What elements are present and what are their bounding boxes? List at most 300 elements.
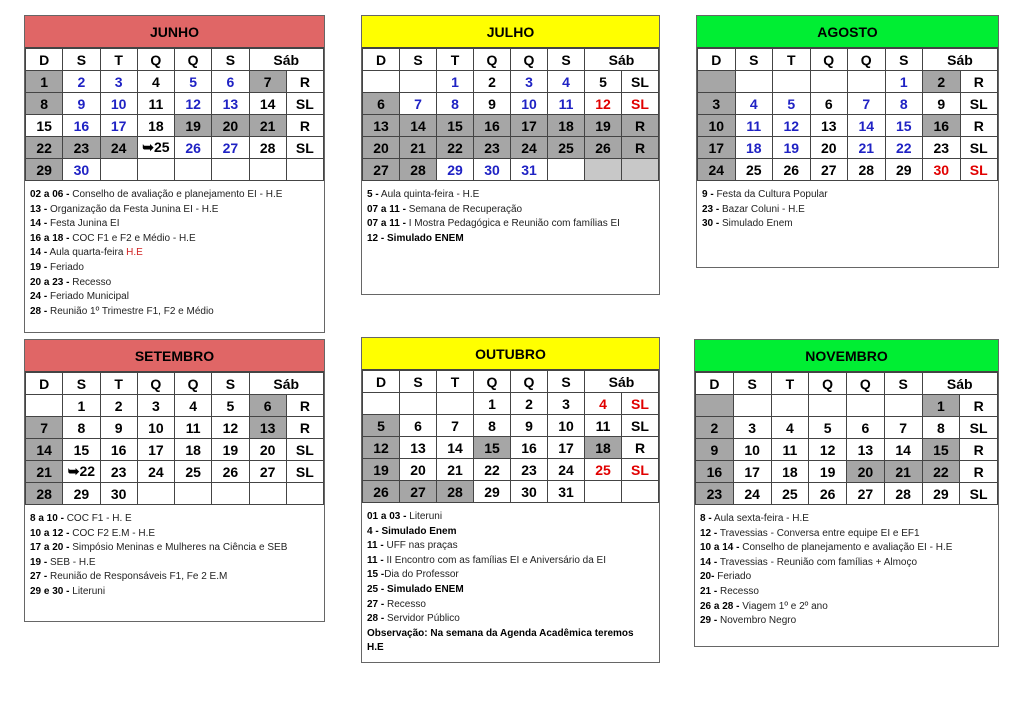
weekday-header-row — [696, 373, 998, 395]
day-cell: 12 — [363, 437, 400, 459]
day-cell — [773, 71, 811, 93]
weekday-header-row — [698, 49, 998, 71]
day-cell: 12 — [585, 93, 622, 115]
note-line — [367, 568, 654, 583]
day-cell: 24 — [511, 137, 548, 159]
week-row — [26, 137, 324, 159]
day-status-cell: SL — [960, 483, 998, 505]
day-status-cell: R — [622, 437, 659, 459]
day-cell: 3 — [733, 417, 771, 439]
day-cell — [548, 159, 585, 181]
day-cell — [400, 71, 437, 93]
day-cell: 21 — [400, 137, 437, 159]
day-cell: 8 — [885, 93, 923, 115]
day-cell: 3 — [511, 71, 548, 93]
note-date: 14 - — [700, 556, 718, 568]
note-text: Literuni — [69, 585, 106, 597]
day-cell: 31 — [511, 159, 548, 181]
weekday-header: S — [548, 371, 585, 393]
day-cell: 27 — [847, 483, 885, 505]
weekday-header: S — [735, 49, 773, 71]
day-cell: 18 — [548, 115, 585, 137]
day-cell: 1 — [437, 71, 474, 93]
day-cell: 12 — [212, 417, 249, 439]
note-text: Novembro Negro — [717, 615, 797, 627]
day-cell: 17 — [733, 461, 771, 483]
month-setembro — [24, 339, 325, 622]
day-cell — [810, 71, 848, 93]
day-cell: 8 — [437, 93, 474, 115]
day-cell — [400, 393, 437, 415]
weekday-header: Sáb — [249, 49, 324, 71]
weekday-header: D — [26, 373, 63, 395]
day-cell: 29 — [63, 483, 100, 505]
day-status-cell: SL — [960, 159, 998, 181]
day-cell: 2 — [696, 417, 734, 439]
day-cell: 16 — [511, 437, 548, 459]
day-cell: 11 — [175, 417, 212, 439]
week-row — [26, 483, 324, 505]
day-cell: 20 — [847, 461, 885, 483]
note-line — [30, 217, 319, 232]
note-text: Recesso — [717, 585, 759, 597]
week-row — [698, 71, 998, 93]
day-cell: 1 — [922, 395, 960, 417]
day-cell: 28 — [848, 159, 886, 181]
day-cell: 7 — [26, 417, 63, 439]
note-date: 28 - — [30, 305, 48, 317]
note-date: Observação: Na semana da Agenda Acadêmica teremos — [367, 627, 634, 639]
day-cell — [735, 71, 773, 93]
day-status-cell: R — [960, 115, 998, 137]
day-cell: 24 — [733, 483, 771, 505]
note-text: Simulado Enem — [719, 218, 793, 230]
day-status-cell: R — [286, 395, 323, 417]
day-status-cell: SL — [622, 93, 659, 115]
note-line — [367, 598, 654, 613]
weekday-header-row — [363, 371, 659, 393]
note-text: Servidor Público — [384, 613, 460, 625]
day-cell — [698, 71, 736, 93]
note-line — [702, 188, 993, 203]
day-cell: 2 — [63, 71, 100, 93]
weekday-header: Q — [848, 49, 886, 71]
note-line — [367, 539, 654, 554]
weekday-header: Sáb — [585, 371, 659, 393]
day-cell: 9 — [511, 415, 548, 437]
day-cell: 4 — [548, 71, 585, 93]
note-line — [367, 217, 654, 232]
weekday-header: S — [63, 373, 100, 395]
day-status-cell: SL — [286, 461, 323, 483]
day-cell: 16 — [474, 115, 511, 137]
day-cell — [100, 159, 137, 181]
day-cell: 25 — [771, 483, 809, 505]
day-cell: 15 — [885, 115, 923, 137]
note-line — [30, 556, 319, 571]
day-cell: 3 — [100, 71, 137, 93]
note-text: Dia do Professor — [384, 569, 459, 581]
day-cell: 28 — [437, 481, 474, 503]
day-status-cell: SL — [286, 137, 323, 159]
weekday-header-row — [363, 49, 659, 71]
note-text: COC F2 E.M - H.E — [69, 527, 156, 539]
day-status-cell — [286, 159, 323, 181]
day-cell: 22 — [437, 137, 474, 159]
day-cell: 11 — [771, 439, 809, 461]
day-cell — [249, 483, 286, 505]
day-cell: 31 — [548, 481, 585, 503]
day-status-cell: R — [286, 71, 323, 93]
day-cell — [696, 395, 734, 417]
note-line — [30, 585, 319, 600]
day-cell: 17 — [548, 437, 585, 459]
note-line — [700, 556, 993, 571]
day-cell: 21 — [437, 459, 474, 481]
day-cell — [212, 159, 249, 181]
day-cell: 29 — [437, 159, 474, 181]
day-cell — [175, 483, 212, 505]
day-cell: 5 — [773, 93, 811, 115]
weekday-header: T — [771, 373, 809, 395]
month-notes — [697, 181, 998, 236]
weekday-header: D — [363, 371, 400, 393]
day-cell: 21 — [884, 461, 922, 483]
day-cell: 30 — [923, 159, 961, 181]
note-date: 02 a 06 - — [30, 189, 70, 200]
day-cell: 20 — [212, 115, 249, 137]
day-cell: 12 — [773, 115, 811, 137]
note-text: Recesso — [384, 598, 426, 610]
day-cell: 13 — [847, 439, 885, 461]
day-cell: 27 — [400, 481, 437, 503]
note-text: I Mostra Pedagógica e Reunião com famílias EI — [405, 218, 620, 230]
day-status-cell: R — [286, 417, 323, 439]
day-cell: 17 — [137, 439, 174, 461]
day-cell — [848, 71, 886, 93]
day-cell: 18 — [585, 437, 622, 459]
day-cell: 19 — [773, 137, 811, 159]
note-line — [30, 541, 319, 556]
day-cell — [847, 395, 885, 417]
month-title: JUNHO — [25, 16, 324, 48]
day-cell: 13 — [363, 115, 400, 137]
week-row — [26, 417, 324, 439]
day-cell: 19 — [175, 115, 212, 137]
day-cell: 15 — [26, 115, 63, 137]
day-cell: 23 — [923, 137, 961, 159]
day-status-cell — [286, 483, 323, 505]
day-cell — [809, 395, 847, 417]
day-cell: 10 — [100, 93, 137, 115]
weekday-header: Q — [847, 373, 885, 395]
note-line — [700, 600, 993, 615]
note-text: Feriado — [47, 261, 84, 273]
day-cell — [585, 159, 622, 181]
note-date: 21 - — [700, 585, 718, 597]
month-notes — [695, 505, 998, 633]
note-date: 27 - — [367, 598, 385, 610]
day-status-cell: SL — [622, 393, 659, 415]
note-line — [367, 232, 654, 247]
day-cell: 8 — [474, 415, 511, 437]
day-cell: 18 — [771, 461, 809, 483]
note-date: 10 a 14 - — [700, 542, 740, 554]
day-cell — [733, 395, 771, 417]
day-cell: 3 — [548, 393, 585, 415]
day-cell: 20 — [400, 459, 437, 481]
month-junho — [24, 15, 325, 333]
day-cell: 22 — [26, 137, 63, 159]
note-date: 20 a 23 - — [30, 276, 70, 288]
note-line — [367, 510, 654, 525]
week-row — [26, 115, 324, 137]
day-cell — [363, 393, 400, 415]
day-status-cell: R — [286, 115, 323, 137]
week-row — [698, 93, 998, 115]
day-status-cell: R — [622, 115, 659, 137]
note-line — [30, 290, 319, 305]
note-text: Aula quarta-feira — [47, 247, 127, 259]
day-cell: 28 — [26, 483, 63, 505]
day-cell: 24 — [548, 459, 585, 481]
day-cell: 2 — [474, 71, 511, 93]
day-status-cell: SL — [960, 93, 998, 115]
day-cell: 29 — [474, 481, 511, 503]
weekday-header: Q — [810, 49, 848, 71]
day-cell: 18 — [175, 439, 212, 461]
calendar-grid — [25, 48, 324, 181]
weekday-header: Q — [137, 49, 174, 71]
day-cell: 20 — [363, 137, 400, 159]
day-cell: 19 — [585, 115, 622, 137]
day-cell — [212, 483, 249, 505]
day-cell: 10 — [137, 417, 174, 439]
day-cell: 26 — [809, 483, 847, 505]
month-title: JULHO — [362, 16, 659, 48]
weekday-header: S — [212, 49, 249, 71]
day-cell: 26 — [363, 481, 400, 503]
day-cell: 19 — [363, 459, 400, 481]
weekday-header: S — [63, 49, 100, 71]
day-cell: 9 — [63, 93, 100, 115]
week-row — [363, 481, 659, 503]
note-text: Literuni — [406, 511, 443, 522]
day-status-cell — [622, 481, 659, 503]
day-cell: 13 — [400, 437, 437, 459]
weekday-header: Q — [474, 49, 511, 71]
note-date: 4 - Simulado Enem — [367, 525, 457, 537]
note-date: 16 a 18 - — [30, 232, 70, 244]
weekday-header: S — [212, 373, 249, 395]
day-cell: 23 — [696, 483, 734, 505]
note-text: Organização da Festa Junina EI - H.E — [47, 203, 219, 215]
calendar-grid — [362, 48, 659, 181]
weekday-header: S — [400, 49, 437, 71]
day-cell: 2 — [100, 395, 137, 417]
day-cell: 21 — [249, 115, 286, 137]
note-date: 15 - — [367, 569, 385, 581]
note-date: 5 - — [367, 189, 379, 200]
weekday-header: T — [773, 49, 811, 71]
weekday-header: Q — [474, 371, 511, 393]
week-row — [696, 395, 998, 417]
day-cell: 30 — [63, 159, 100, 181]
day-cell: 5 — [809, 417, 847, 439]
day-cell: 10 — [548, 415, 585, 437]
day-status-cell: R — [960, 439, 998, 461]
note-text: Aula sexta-feira - H.E — [711, 513, 809, 524]
note-highlight: H.E — [126, 247, 143, 259]
day-cell: 3 — [698, 93, 736, 115]
day-cell: 4 — [735, 93, 773, 115]
day-cell: 27 — [363, 159, 400, 181]
day-cell: 26 — [773, 159, 811, 181]
day-cell: 16 — [100, 439, 137, 461]
note-line — [30, 527, 319, 542]
note-line — [30, 188, 319, 203]
day-cell: 9 — [923, 93, 961, 115]
note-date: 24 - — [30, 291, 48, 303]
day-cell: 1 — [474, 393, 511, 415]
day-cell: 6 — [249, 395, 286, 417]
week-row — [363, 393, 659, 415]
note-line — [367, 583, 654, 598]
month-notes — [362, 181, 659, 250]
note-date: 12 - — [700, 527, 718, 539]
note-text: Reunião de Responsáveis F1, Fe 2 E.M — [47, 571, 228, 583]
day-cell: 24 — [137, 461, 174, 483]
day-cell: 22 — [474, 459, 511, 481]
day-cell: 19 — [212, 439, 249, 461]
day-cell: 11 — [585, 415, 622, 437]
weekday-header: Q — [511, 371, 548, 393]
day-cell: 10 — [511, 93, 548, 115]
note-text: Conselho de planejamento e avaliação EI - H.E — [739, 542, 953, 554]
day-cell: 15 — [922, 439, 960, 461]
day-status-cell: SL — [622, 459, 659, 481]
note-line — [30, 261, 319, 276]
day-cell — [249, 159, 286, 181]
note-line — [367, 525, 654, 540]
day-cell: 15 — [437, 115, 474, 137]
month-title: OUTUBRO — [362, 338, 659, 370]
note-date: 8 a 10 - — [30, 513, 64, 524]
day-cell: 22 — [885, 137, 923, 159]
day-cell: 11 — [548, 93, 585, 115]
weekday-header: S — [733, 373, 771, 395]
note-line — [30, 276, 319, 291]
day-status-cell: SL — [960, 417, 998, 439]
day-cell: 11 — [735, 115, 773, 137]
day-cell — [137, 159, 174, 181]
day-cell: 7 — [400, 93, 437, 115]
day-cell: 4 — [771, 417, 809, 439]
day-cell: 8 — [63, 417, 100, 439]
note-line — [702, 217, 993, 232]
note-date: 07 a 11 - — [367, 218, 406, 230]
note-line — [30, 246, 319, 261]
note-text: Semana de Recuperação — [405, 203, 523, 215]
note-text: Festa da Cultura Popular — [713, 189, 828, 200]
week-row — [363, 137, 659, 159]
weekday-header: T — [437, 371, 474, 393]
note-date: 28 - — [367, 613, 385, 625]
weekday-header: D — [26, 49, 63, 71]
note-text: Feriado Municipal — [47, 291, 129, 303]
note-date: 11 - — [367, 554, 384, 566]
weekday-header: Q — [809, 373, 847, 395]
weekday-header: Sáb — [922, 373, 998, 395]
note-line — [367, 188, 654, 203]
day-cell: 9 — [696, 439, 734, 461]
day-cell: 18 — [137, 115, 174, 137]
day-cell: 4 — [585, 393, 622, 415]
note-line — [30, 232, 319, 247]
note-text: Aula quinta-feira - H.E — [378, 189, 480, 200]
note-text: Conselho de avaliação e planejamento EI - H.E — [69, 189, 283, 200]
weekday-header: D — [363, 49, 400, 71]
week-row — [696, 461, 998, 483]
note-line — [30, 570, 319, 585]
week-row — [363, 437, 659, 459]
month-outubro — [361, 337, 660, 663]
week-row — [363, 459, 659, 481]
day-cell: 28 — [884, 483, 922, 505]
weekday-header-row — [26, 49, 324, 71]
week-row — [696, 417, 998, 439]
weekday-header: Sáb — [585, 49, 659, 71]
note-text: Feriado — [714, 571, 752, 583]
note-date: 11 - — [367, 540, 384, 552]
day-cell: 6 — [363, 93, 400, 115]
day-status-cell: R — [622, 137, 659, 159]
week-row — [26, 439, 324, 461]
day-cell: 1 — [63, 395, 100, 417]
day-cell: 25 — [175, 461, 212, 483]
note-line — [700, 512, 993, 527]
day-cell — [884, 395, 922, 417]
weekday-header: S — [548, 49, 585, 71]
day-status-cell: SL — [286, 439, 323, 461]
note-line — [367, 627, 654, 642]
day-cell: 1 — [26, 71, 63, 93]
calendar-grid — [697, 48, 998, 181]
day-cell: 1 — [885, 71, 923, 93]
note-line — [30, 203, 319, 218]
week-row — [26, 461, 324, 483]
calendar-grid — [695, 372, 998, 505]
note-text: II Encontro com as famílias EI e Aniversário da EI — [383, 554, 607, 566]
day-cell: 7 — [249, 71, 286, 93]
weekday-header: Q — [175, 373, 212, 395]
day-cell: 12 — [175, 93, 212, 115]
day-cell: 19 — [809, 461, 847, 483]
week-row — [698, 115, 998, 137]
note-date: 19 - — [30, 261, 48, 273]
day-cell: 9 — [474, 93, 511, 115]
note-line — [700, 527, 993, 542]
week-row — [26, 93, 324, 115]
day-cell — [585, 481, 622, 503]
note-date: 30 - — [702, 218, 720, 230]
day-cell: 25 — [548, 137, 585, 159]
day-cell: 3 — [137, 395, 174, 417]
day-cell: 13 — [810, 115, 848, 137]
month-agosto — [696, 15, 999, 268]
day-cell: 29 — [922, 483, 960, 505]
note-text: Reunião 1º Trimestre F1, F2 e Médio — [47, 305, 214, 317]
